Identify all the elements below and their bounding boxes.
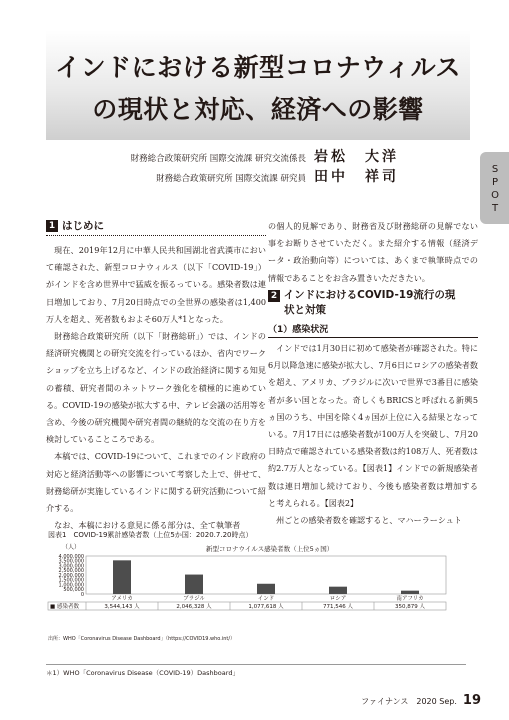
- spot-letter: S: [491, 164, 499, 175]
- magazine-name: ファイナンス 2020 Sep.: [361, 697, 457, 706]
- paragraph: 本稿では、COVID-19について、これまでのインド政府の対応と経済活動等への影響について考察した上で、併せて、財務総研が実施しているインドに関する研究活動について紹介する。: [46, 451, 266, 514]
- paragraph: 現在、2019年12月に中華人民共和国湖北省武漢市において確認された、新型コロナウィルス（以下「COVID-19」）がインドを含め世界中で猛威を振るっている。感染者数は連日増加しており、7月20日時点での全世界の感染者は1,400万人を超え、死者数もおよそ60万人*1となった。: [46, 245, 266, 324]
- bar: [113, 560, 131, 594]
- figure-source: 出所：WHO「Coronavirus Disease Dashboard」（https://COVID19.who.int/）: [48, 636, 236, 642]
- paragraph: 財務総合政策研究所（以下「財務総研」）では、インドの経済研究機関との研究交流を行っているほか、省内でワークショップを立ち上げるなど、インドの政治経済に関する知見の蓄積、研究者間のネットワーク強化を積極的に進めている。COVID-19の感染が拡大する中、テレビ会議の活用等を含め、今後の研究機関や研究者間の継続的な交流の在り方を検討していることころである。: [46, 331, 266, 445]
- x-tick-label: インド: [257, 596, 275, 602]
- section-number: 2: [268, 290, 280, 302]
- spot-letter: T: [491, 203, 499, 214]
- y-tick-label: 3,500,000: [58, 558, 84, 565]
- footnote-rule: [46, 664, 466, 665]
- title-banner: [46, 30, 470, 140]
- section-2: [268, 288, 478, 529]
- title-line-1: インドにおける新型コロナウィルス: [55, 53, 461, 82]
- spot-letter: P: [491, 177, 499, 188]
- paragraph: 州ごとの感染者数を確認すると、マハーラーシュト: [276, 515, 462, 526]
- spot-letter: O: [491, 190, 499, 201]
- section-title-line-2: 状と対策: [284, 304, 326, 316]
- y-tick-label: 4,000,000: [58, 553, 84, 560]
- data-label: 771,546 人: [323, 604, 353, 610]
- figure-title: 図表1 COVID-19累計感染者数（上位5か国：2020.7.20時点）: [48, 531, 253, 539]
- paragraph: インドでは1月30日に初めて感染者が確認された。特に6月以降急速に感染が拡大し、7月6日にロシアの感染者数を超え、アメリカ、ブラジルに次いで世界で3番目に感染者が多い国となった。奇しくもBRICSと呼ばれる新興5ヵ国のうち、中国を除く4ヵ国が上位に入る結果となっている。7月17日には感染者数が100万人を突破し、7月20日時点で確認されている感染者数は約108万人、死者数は約2.7万人となっている。【図表1】インドでの新規感染者数は連日増加し続けており、今後も感染者数は増加すると考えられる。【図表2】: [268, 343, 478, 508]
- subsection-heading: （1）感染状況: [268, 322, 478, 338]
- author-1: [131, 146, 399, 166]
- bar: [401, 591, 419, 594]
- author-2: [156, 166, 399, 186]
- footnote: ＊1）WHO「Coronavirus Disease（COVID-19）Dashboard」: [46, 669, 239, 677]
- section-2-body: [268, 340, 478, 529]
- bar: [257, 584, 275, 594]
- data-label: 350,879 人: [395, 604, 425, 610]
- bar: [329, 587, 347, 594]
- figure-1: [46, 530, 466, 640]
- author-affiliation: 財務総合政策研究所 国際交流課 研究交流係長: [130, 154, 306, 164]
- x-tick-label: 南アフリカ: [396, 596, 424, 602]
- section-1: [46, 218, 266, 534]
- y-tick-label: 500,000: [63, 587, 84, 594]
- y-tick-label: 1,500,000: [58, 577, 84, 584]
- y-tick-label: 1,000,000: [58, 582, 84, 589]
- dotted-divider: [46, 235, 266, 236]
- spot-side-tab: [480, 152, 509, 224]
- data-label: 2,046,328 人: [176, 604, 212, 610]
- page-number: 19: [462, 693, 481, 708]
- x-tick-label: アメリカ: [111, 596, 133, 602]
- title-line-2: の現状と対応、経済への影響: [92, 95, 424, 124]
- author-affiliation: 財務総合政策研究所 国際交流課 研究員: [156, 174, 306, 184]
- page-footer: [361, 693, 481, 708]
- paragraph: なお、本稿における意見に係る部分は、全て執筆者: [54, 520, 241, 531]
- column-2-continuation: の個人的見解であり、財務省及び財務総研の見解でない事をお断りさせていただく。また紹介する情報（経済データ・政治動向等）については、あくまで執筆時点での情報であることをお含み置きいただきたい。: [268, 221, 478, 283]
- bar-chart: [46, 530, 466, 634]
- section-number: 1: [46, 220, 58, 232]
- y-axis-unit: （人）: [62, 544, 81, 551]
- author-name: 田中 祥司: [314, 169, 399, 185]
- data-table-row-label: ■ 感染者数: [50, 604, 79, 610]
- section-2-heading: [268, 288, 478, 318]
- data-label: 3,544,143 人: [104, 604, 140, 610]
- x-tick-label: ブラジル: [183, 596, 205, 602]
- section-1-body: [46, 242, 266, 534]
- y-tick-label: 2,000,000: [58, 572, 84, 579]
- data-label: 1,077,618 人: [248, 604, 284, 610]
- section-1-heading: [46, 218, 266, 233]
- bar: [185, 575, 203, 594]
- section-title-line-1: インドにおけるCOVID-19流行の現: [283, 289, 456, 301]
- x-tick-label: ロシア: [329, 596, 347, 602]
- section-title: はじめに: [62, 220, 104, 232]
- author-name: 岩松 大洋: [314, 149, 399, 165]
- y-tick-label: 2,500,000: [58, 568, 84, 575]
- y-tick-label: 0: [80, 591, 84, 598]
- series-name: 新型コロナウイルス感染者数（上位5ヵ国）: [206, 545, 334, 553]
- y-tick-label: 3,000,000: [58, 563, 84, 570]
